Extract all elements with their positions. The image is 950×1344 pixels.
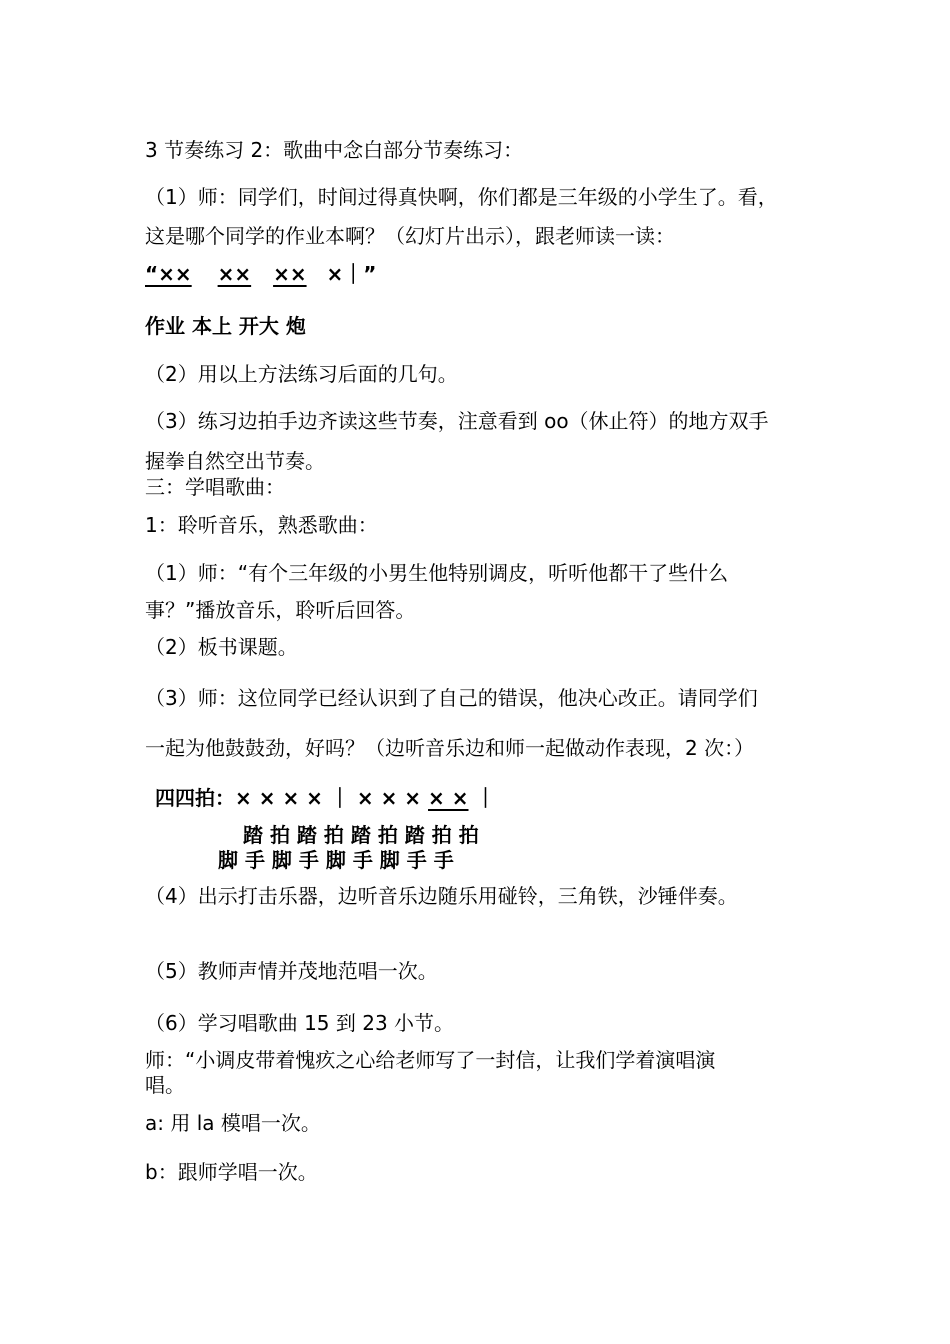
step-a: a: 用 la 模唱一次。 — [145, 1111, 321, 1135]
rhythm-group-1: “×× — [145, 262, 192, 286]
section-learn-song: 三：学唱歌曲： — [145, 475, 285, 499]
rhythm-lyrics-1: 作业 本上 开大 炮 — [145, 314, 306, 338]
rhythm-group-2: ×× — [217, 262, 252, 286]
paragraph-2: （2）用以上方法练习后面的几句。 — [145, 362, 458, 386]
step-b: b：跟师学唱一次。 — [145, 1160, 318, 1184]
paragraph-5: （2）板书课题。 — [145, 635, 298, 659]
section-rhythm-practice-2: 3 节奏练习 2：歌曲中念白部分节奏练习： — [145, 138, 524, 162]
paragraph-7: （4）出示打击乐器，边听音乐边随乐用碰铃，三角铁，沙锤伴奏。 — [145, 884, 738, 908]
rhythm-notation-2 — [155, 785, 495, 811]
paragraph-1-line-1: （1）师：同学们，时间过得真快啊，你们都是三年级的小学生了。看， — [145, 185, 778, 209]
paragraph-4-line-2: 事？”播放音乐，聆听后回答。 — [145, 598, 416, 622]
paragraph-3-line-2: 握拳自然空出节奏。 — [145, 449, 325, 473]
rhythm-notation-1 — [145, 261, 376, 287]
paragraph-10-line-2: 唱。 — [145, 1073, 185, 1097]
rhythm-action-row-2: 脚 手 脚 手 脚 手 脚 手 手 — [218, 848, 454, 872]
rhythm-4-4-part-1: 四四拍：× × × × ｜ × × × — [155, 786, 429, 810]
rhythm-group-4: ×｜” — [326, 262, 377, 286]
paragraph-10-line-1: 师：“小调皮带着愧疚之心给老师写了一封信，让我们学着演唱演 — [145, 1048, 716, 1072]
paragraph-6-line-2: 一起为他鼓鼓劲，好吗？（边听音乐边和师一起做动作表现，2 次：） — [145, 736, 755, 760]
rhythm-4-4-part-2: × × — [428, 786, 469, 810]
rhythm-group-3: ×× — [273, 262, 307, 286]
paragraph-4-line-1: （1）师：“有个三年级的小男生他特别调皮，听听他都干了些什么 — [145, 561, 729, 585]
paragraph-8: （5）教师声情并茂地范唱一次。 — [145, 959, 438, 983]
paragraph-6-line-1: （3）师：这位同学已经认识到了自己的错误，他决心改正。请同学们 — [145, 686, 758, 710]
paragraph-3-line-1: （3）练习边拍手边齐读这些节奏，注意看到 oo（休止符）的地方双手 — [145, 409, 769, 433]
rhythm-4-4-part-3: ｜ — [468, 786, 496, 810]
rhythm-action-row-1: 踏 拍 踏 拍 踏 拍 踏 拍 拍 — [243, 823, 479, 847]
paragraph-1-line-2: 这是哪个同学的作业本啊？（幻灯片出示），跟老师读一读： — [145, 224, 675, 248]
paragraph-9: （6）学习唱歌曲 15 到 23 小节。 — [145, 1011, 455, 1035]
subsection-listen: 1：聆听音乐，熟悉歌曲： — [145, 513, 378, 537]
